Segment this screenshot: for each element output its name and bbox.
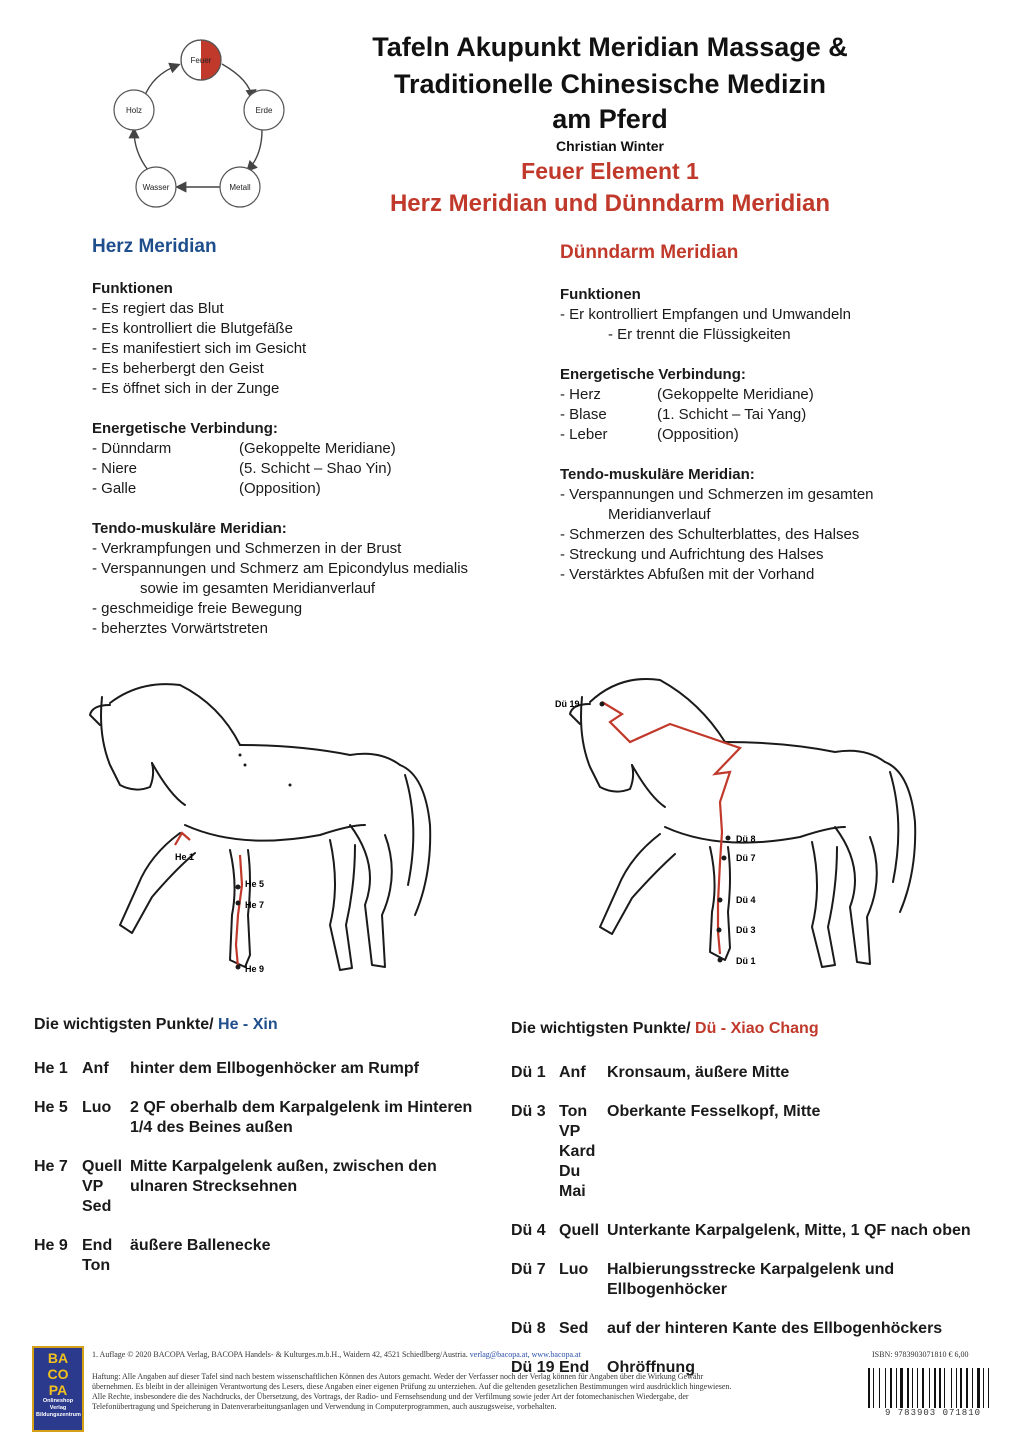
function-item: - Er kontrolliert Empfangen und Umwandeln (560, 306, 851, 323)
barcode-bar (944, 1368, 945, 1408)
horse-label: Dü 8 (736, 834, 756, 844)
energy-row: - Dünndarm (Gekoppelte Meridiane) (92, 440, 396, 457)
barcode-bar (942, 1368, 943, 1408)
cycle-label: Wasser (142, 183, 170, 192)
barcode-bar (912, 1368, 913, 1408)
point-row: He 7 Quell VP Sed Mitte Karpalgelenk außen, zwischen den ulnaren Strecksehnen (34, 1158, 437, 1215)
barcode-bar (988, 1368, 989, 1408)
tendo-item: Meridianverlauf (608, 506, 711, 523)
point-row: Dü 8 Sed auf der hinteren Kante des Ellbogenhöckers (511, 1320, 943, 1337)
cycle-node-holz (114, 90, 154, 130)
functions-title: Funktionen (92, 280, 173, 297)
horse-label: Dü 4 (736, 895, 756, 905)
barcode (868, 1368, 998, 1420)
horse-label: Dü 1 (736, 956, 756, 966)
barcode-bar (898, 1368, 899, 1408)
tendo-item: - Streckung und Aufrichtung des Halses (560, 546, 824, 563)
herz-info (92, 279, 542, 639)
barcode-bar (907, 1368, 909, 1408)
function-item: - Er trennt die Flüssigkeiten (608, 326, 791, 343)
horse-label: He 7 (245, 900, 265, 910)
barcode-bar (879, 1368, 880, 1408)
barcode-bar (981, 1368, 982, 1408)
author: Christian Winter (556, 138, 664, 154)
barcode-bar (972, 1368, 973, 1408)
energy-row: - Galle (Opposition) (92, 480, 321, 497)
web-link[interactable]: , www.bacopa.at (527, 1350, 581, 1359)
email-link[interactable]: verlag@bacopa.at (469, 1350, 528, 1359)
energy-title: Energetische Verbindung: (560, 366, 746, 383)
herz-heading: Herz Meridian (92, 236, 217, 257)
tendo-item: - Schmerzen des Schulterblattes, des Halses (560, 526, 860, 543)
horse-label: He 9 (245, 964, 265, 974)
points-table-herz (34, 1015, 484, 1295)
barcode-bar (956, 1368, 957, 1408)
point-row: Dü 4 Quell Unterkante Karpalgelenk, Mitte, 1 QF nach oben (511, 1222, 971, 1239)
barcode-bar (896, 1368, 897, 1408)
barcode-bar (904, 1368, 905, 1408)
barcode-bar (914, 1368, 916, 1408)
meridians-title: Herz Meridian und Dünndarm Meridian (389, 190, 831, 217)
functions-title: Funktionen (560, 286, 641, 303)
barcode-bar (951, 1368, 952, 1408)
energy-row: - Herz (Gekoppelte Meridiane) (560, 386, 814, 403)
point-row: Dü 7 Luo Halbierungsstrecke Karpalgelenk und Ellbogenhöcker (511, 1261, 895, 1298)
horse-label: He 5 (245, 879, 265, 889)
function-item: - Es kontrolliert die Blutgefäße (92, 320, 293, 337)
barcode-bar (887, 1368, 888, 1408)
tendo-title: Tendo-muskuläre Meridian: (92, 520, 287, 537)
tendo-item: - Verspannungen und Schmerz am Epicondylus medialis (92, 560, 469, 577)
tendo-title: Tendo-muskuläre Meridian: (560, 466, 755, 483)
cycle-node-feuer (181, 40, 221, 80)
five-elements-diagram (100, 30, 300, 215)
energy-row: - Leber (Opposition) (560, 426, 739, 443)
barcode-bar (890, 1368, 892, 1408)
tendo-item: - Verkrampfungen und Schmerzen in der Brust (92, 540, 402, 557)
tendo-item: - geschmeidige freie Bewegung (92, 600, 303, 617)
horse-label: Dü 19 (555, 699, 580, 709)
barcode-bar (885, 1368, 886, 1408)
publisher-line: 1. Auflage © 2020 BACOPA Verlag, BACOPA Handels- & Kulturges.m.b.H., Waidern 42, 4521 Schiedlberg/Austria. verlag@bacopa.at, www.bacopa.at (92, 1350, 581, 1359)
barcode-bar (922, 1368, 924, 1408)
cycle-label: Erde (255, 106, 273, 115)
duenndarm-heading: Dünndarm Meridian (560, 242, 739, 263)
cycle-label: Holz (125, 106, 143, 115)
barcode-bar (946, 1368, 949, 1408)
point-row: He 9 End Ton äußere Ballenecke (34, 1237, 271, 1274)
points-heading: Die wichtigsten Punkte/ He - Xin (34, 1016, 278, 1033)
barcode-bar (881, 1368, 884, 1408)
point-row: Dü 3 Ton VP Kard Du Mai Oberkante Fesselkopf, Mitte (511, 1103, 821, 1200)
barcode-bar (920, 1368, 921, 1408)
horse-illustration-duenndarm (550, 662, 950, 972)
horse-label: Dü 7 (736, 853, 756, 863)
barcode-bar (960, 1368, 962, 1408)
cycle-node-wasser (136, 167, 176, 207)
barcode-bar (966, 1368, 968, 1408)
point-row: Dü 1 Anf Kronsaum, äußere Mitte (511, 1064, 790, 1081)
energy-row: - Niere (5. Schicht – Shao Yin) (92, 460, 392, 477)
function-item: - Es regiert das Blut (92, 300, 224, 317)
isbn: ISBN: 9783903071810 € 6,00 (872, 1350, 969, 1359)
barcode-bar (873, 1368, 874, 1408)
element-title: Feuer Element 1 (521, 158, 699, 184)
barcode-bar (977, 1368, 980, 1408)
barcode-bar (925, 1368, 928, 1408)
page-title-line2: Traditionelle Chinesische Medizin (393, 69, 827, 99)
barcode-bar (983, 1368, 984, 1408)
horse-label: He 1 (175, 852, 195, 862)
barcode-bar (876, 1368, 878, 1408)
energy-row: - Blase (1. Schicht – Tai Yang) (560, 406, 807, 423)
points-heading: Die wichtigsten Punkte/ Dü - Xiao Chang (511, 1020, 819, 1037)
barcode-digits: 9 783903 071810 (884, 1408, 981, 1418)
barcode-bar (900, 1368, 903, 1408)
cycle-label: Feuer (190, 56, 212, 65)
bacopa-logo: BA CO PA Onlineshop Verlag Bildungszentrum (32, 1346, 84, 1432)
function-item: - Es öffnet sich in der Zunge (92, 380, 280, 397)
energy-title: Energetische Verbindung: (92, 420, 278, 437)
page-title-line1: Tafeln Akupunkt Meridian Massage & (372, 32, 848, 62)
barcode-bar (974, 1368, 975, 1408)
barcode-bar (964, 1368, 965, 1408)
page-title-line3: am Pferd (552, 104, 668, 134)
function-item: - Es manifestiert sich im Gesicht (92, 340, 307, 357)
barcode-bar (893, 1368, 895, 1408)
barcode-bar (868, 1368, 870, 1408)
cycle-node-metall (220, 167, 260, 207)
duenndarm-info (560, 285, 1000, 585)
barcode-bar (910, 1368, 911, 1408)
barcode-bar (871, 1368, 872, 1408)
cycle-node-erde (244, 90, 284, 130)
barcode-bar (931, 1368, 932, 1408)
point-row: He 1 Anf hinter dem Ellbogenhöcker am Rumpf (34, 1060, 419, 1077)
points-table-duenndarm (511, 1019, 1011, 1397)
tendo-item: - Verstärktes Abfußen mit der Vorhand (560, 566, 815, 583)
tendo-item: sowie im gesamten Meridianverlauf (140, 580, 376, 597)
barcode-bar (939, 1368, 941, 1408)
barcode-bar (969, 1368, 971, 1408)
barcode-bar (953, 1368, 955, 1408)
disclaimer: Haftung: Alle Angaben auf dieser Tafel sind nach bestem wissenschaftlichen Können des Autors gemacht. Weder der Verfasser noch der Verlag können für Angaben über die Wirkung Gewähr übernehmen. Es bleibt in der alleinigen Verantwortung des Lesers, diese Angaben einer eigenen Prüfung zu unterziehen. Auf die geltenden gesetzlichen Bestimmungen wird ausdrücklich hingewiesen. Alle Rechte, insbesondere die des Nachdrucks, der Übersetzung, des Vortrags, der Radio- und Fernsehsendung und der Verfilmung sowie jeder Art der fotomechanischen Wiedergabe, der Telefonübertragung und Speicherung in Datenverarbeitungsanlagen und Verwendung in Computerprogrammen, auch auszugsweise, vorbehalten. (92, 1372, 732, 1411)
barcode-bar (985, 1368, 987, 1408)
horse-label: Dü 3 (736, 925, 756, 935)
barcode-bar (917, 1368, 918, 1408)
tendo-item: - beherztes Vorwärtstreten (92, 620, 268, 637)
tendo-item: - Verspannungen und Schmerzen im gesamten (560, 486, 874, 503)
barcode-bar (958, 1368, 959, 1408)
barcode-bar (929, 1368, 930, 1408)
cycle-label: Metall (229, 183, 251, 192)
horse-illustration-herz (80, 675, 460, 985)
barcode-bar (934, 1368, 936, 1408)
point-row: He 5 Luo 2 QF oberhalb dem Karpalgelenk im Hinteren 1/4 des Beines außen (34, 1099, 473, 1136)
function-item: - Es beherbergt den Geist (92, 360, 264, 377)
point-row: Dü 19 End Ohröffnung (511, 1359, 695, 1376)
barcode-bar (937, 1368, 938, 1408)
